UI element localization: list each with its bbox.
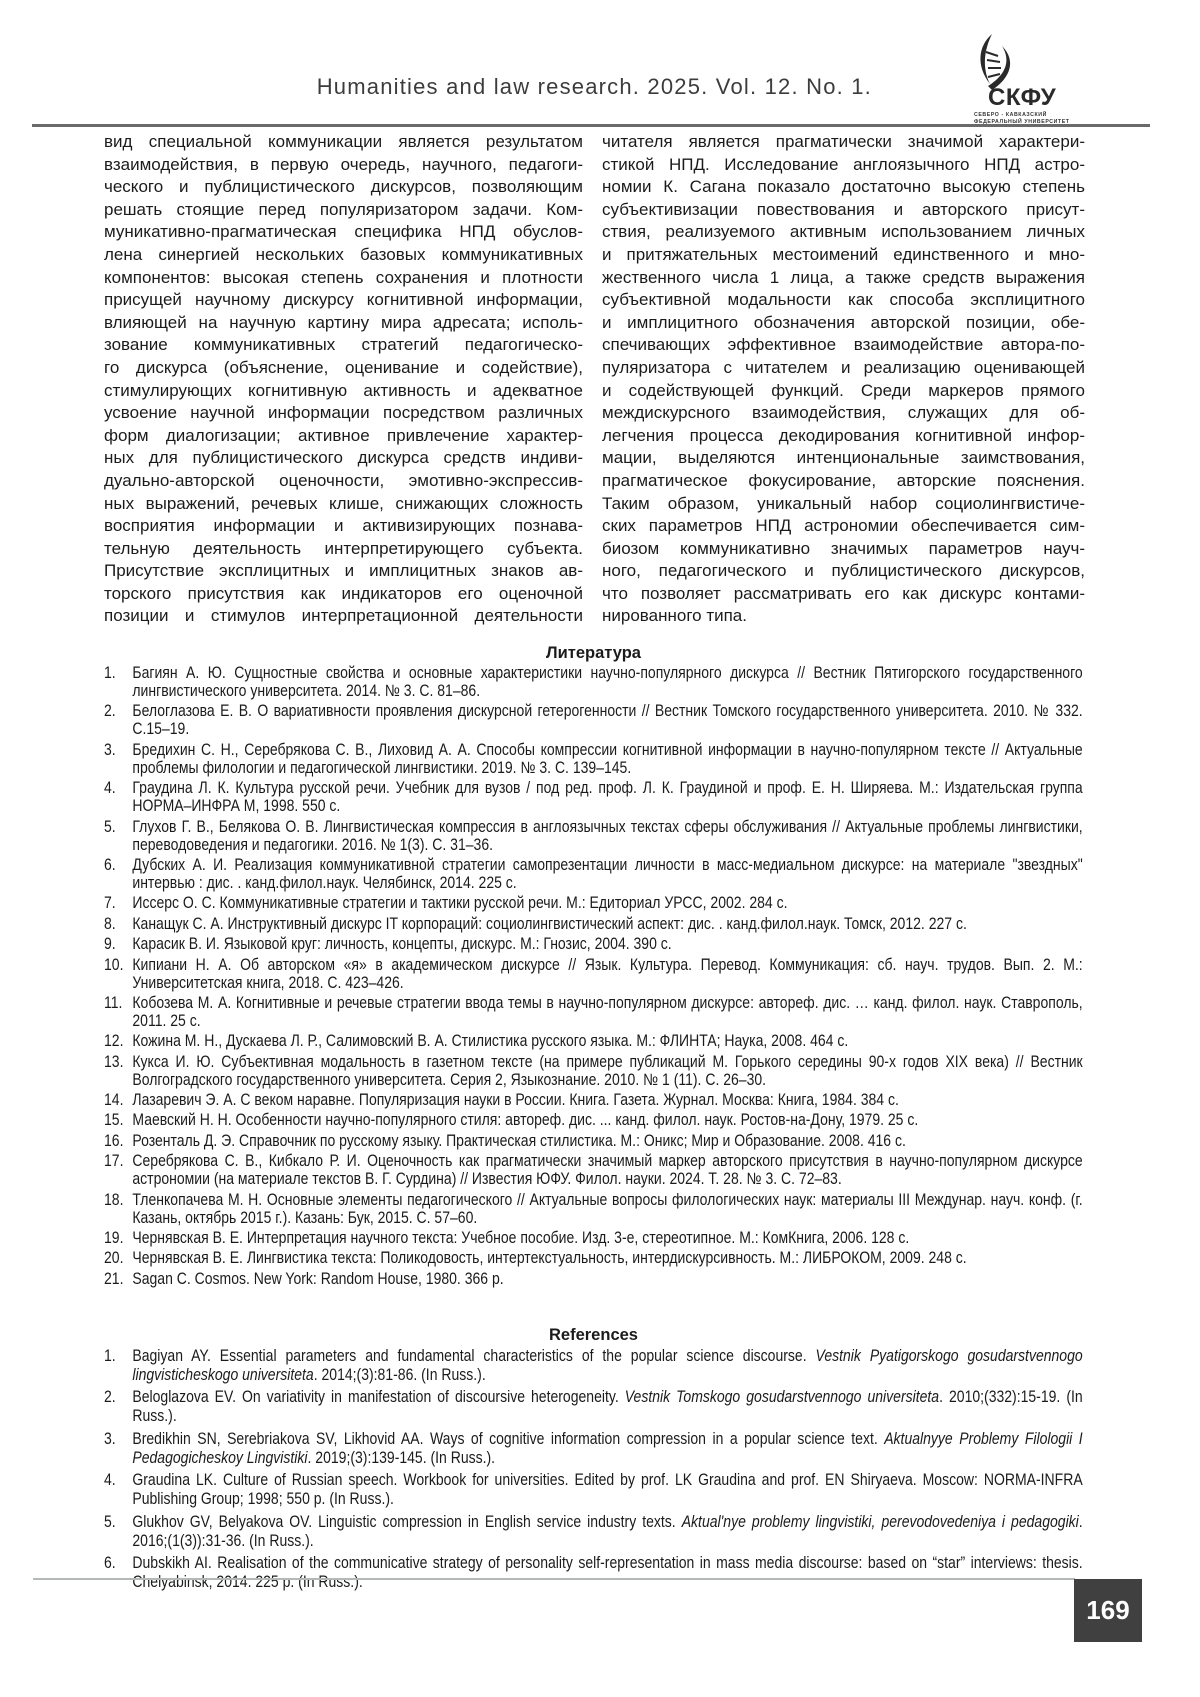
reference-text: . 2014;(3):81-86. (In Russ.). (314, 1366, 486, 1384)
item-number: 4. (104, 1471, 132, 1509)
item-number: 3. (104, 1430, 132, 1468)
body-text-line: присущей научному дискурсу когнитивной информации, (104, 289, 583, 312)
logo-line-1: СЕВЕРО - КАВКАЗСКИЙ (974, 112, 1047, 118)
body-text-line: тельную деятельность интерпретирующего субъекта. (104, 538, 583, 561)
references-list (104, 1347, 1083, 1595)
body-text-line: жественного числа 1 лица, а также средств выражения (602, 267, 1085, 290)
item-number: 6. (104, 856, 132, 892)
literature-item (104, 741, 1083, 777)
literature-item (104, 1249, 1083, 1267)
item-text (132, 1388, 1082, 1426)
item-text: Чернявская В. Е. Интерпретация научного текста: Учебное пособие. Изд. 3-е, стереотипное. М.: КомКнига, 2006. 128 с. (132, 1229, 1082, 1247)
body-text-line: междискурсного взаимодействия, служащих для об- (602, 402, 1085, 425)
item-text (132, 1430, 1082, 1468)
page-number: 169 (1074, 1579, 1142, 1642)
body-text-line: восприятия информации и активизирующих познава- (104, 515, 583, 538)
body-text-line: Таким образом, уникальный набор социолингвистиче- (602, 493, 1085, 516)
literature-list (104, 664, 1083, 1290)
item-text: Глухов Г. В., Белякова О. В. Лингвистическая компрессия в англоязычных текстах сферы обслуживания // Актуальные проблемы лингвистики, переводоведения и педагогики. 2016. № 1(3). С. 31–36. (132, 818, 1082, 854)
item-number: 16. (104, 1132, 132, 1150)
item-number: 1. (104, 664, 132, 700)
body-text-line: торского присутствия как индикаторов его оценочной (104, 583, 583, 606)
body-column-right (602, 131, 1085, 628)
body-text-line: ных выражений, речевых клише, снижающих сложность (104, 493, 583, 516)
reference-text: Beloglazova EV. On variativity in manifestation of discoursive heterogeneity. (132, 1388, 624, 1406)
item-number: 7. (104, 894, 132, 912)
item-number: 3. (104, 741, 132, 777)
item-text: Карасик В. И. Языковой круг: личность, концепты, дискурс. М.: Гнозис, 2004. 390 с. (132, 935, 1082, 953)
literature-heading: Литература (104, 644, 1083, 663)
literature-item (104, 1032, 1083, 1050)
body-text-line: стикой НПД. Исследование англоязычного НПД астро- (602, 154, 1085, 177)
item-number: 11. (104, 994, 132, 1030)
body-text-line: го дискурса (объяснение, оценивание и содействие), (104, 357, 583, 380)
item-number: 6. (104, 1554, 132, 1592)
body-text-line: ческого и публицистического дискурсов, позволяющим (104, 176, 583, 199)
item-text: Багиян А. Ю. Сущностные свойства и основные характеристики научно-популярного дискурса // Вестник Пятигорского государственного лингвистического университета. 2014. № 3. С. 81–86. (132, 664, 1082, 700)
journal-name: Aktualnyye Problemy Filologii I Pedagogicheskoy Lingvistiki (132, 1430, 1082, 1467)
item-number: 9. (104, 935, 132, 953)
item-number: 19. (104, 1229, 132, 1247)
item-text: Тленкопачева М. Н. Основные элементы педагогического // Актуальные вопросы филологических наук: материалы III Междунар. науч. конф. (г. Казань, октябрь 2015 г.). Казань: Бук, 2015. С. 57–60. (132, 1191, 1082, 1227)
literature-item (104, 1152, 1083, 1188)
literature-item (104, 779, 1083, 815)
logo-abbr: СКФУ (988, 84, 1056, 112)
reference-item (104, 1347, 1083, 1385)
body-text-line: лена синергией нескольких базовых коммуникативных (104, 244, 583, 267)
body-text-line: биозом коммуникативно значимых параметров науч- (602, 538, 1085, 561)
item-number: 17. (104, 1152, 132, 1188)
body-text-line: вид специальной коммуникации является результатом (104, 131, 583, 154)
literature-item (104, 1229, 1083, 1247)
body-text-line: прагматическое фокусирование, авторские пояснения. (602, 470, 1085, 493)
reference-item (104, 1554, 1083, 1592)
item-number: 1. (104, 1347, 132, 1385)
item-text: Кожина М. Н., Дускаева Л. Р., Салимовский В. А. Стилистика русского языка. М.: ФЛИНТА; Наука, 2008. 464 с. (132, 1032, 1082, 1050)
literature-item (104, 935, 1083, 953)
journal-name: Vestnik Tomskogo gosudarstvennogo universiteta (625, 1388, 939, 1406)
body-text-line: усвоение научной информации посредством различных (104, 402, 583, 425)
body-column-left (104, 131, 583, 628)
footer-divider (33, 1578, 1075, 1580)
reference-text: Bredikhin SN, Serebriakova SV, Likhovid AA. Ways of cognitive information compression in a popular science text. (132, 1430, 884, 1448)
literature-item (104, 702, 1083, 738)
item-text: Кукса И. Ю. Субъективная модальность в газетном тексте (на примере публикаций М. Горького середины 90-х годов XIX века) // Вестник Волгоградского государственного университета. Серия 2, Языкознание. 2010. № 1 (11). С. 26–30. (132, 1053, 1082, 1089)
item-text: Иссерс О. С. Коммуникативные стратегии и тактики русской речи. М.: Едиториал УРСС, 2002. 284 с. (132, 894, 1082, 912)
item-text (132, 1554, 1082, 1592)
reference-text: Graudina LK. Culture of Russian speech. Workbook for universities. Edited by prof. LK Graudina and prof. EN Shiryaeva. Moscow: NORMA-INFRA Publishing Group; 1998; 550 p. (In Russ.). (132, 1471, 1082, 1508)
body-text-line: влияющей на научную картину мира адресата; исполь- (104, 312, 583, 335)
reference-item (104, 1430, 1083, 1468)
body-text-line: и притяжательных местоимений единственного и мно- (602, 244, 1085, 267)
body-text-line: пуляризатора с читателем и реализацию оценивающей (602, 357, 1085, 380)
item-number: 10. (104, 956, 132, 992)
item-number: 2. (104, 702, 132, 738)
item-text: Чернявская В. Е. Лингвистика текста: Поликодовость, интертекстуальность, интердискурсивность. М.: ЛИБРОКОМ, 2009. 248 с. (132, 1249, 1082, 1267)
reference-text: Dubskikh AI. Realisation of the communicative strategy of personality self-representation in mass media discourse: based on “star” interviews: thesis. Chelyabinsk; 2014. 225 p. (In Russ.). (132, 1554, 1082, 1591)
literature-item (104, 1053, 1083, 1089)
body-text-line: и содействующей функций. Среди маркеров прямого (602, 380, 1085, 403)
body-text-line: легчения процесса декодирования когнитивной инфор- (602, 425, 1085, 448)
literature-item (104, 1191, 1083, 1227)
body-text-line: нированного типа. (602, 605, 1085, 628)
item-number: 21. (104, 1270, 132, 1288)
item-number: 12. (104, 1032, 132, 1050)
literature-item (104, 1270, 1083, 1288)
header-divider (32, 124, 1150, 127)
item-text (132, 1513, 1082, 1551)
item-text: Sagan C. Cosmos. New York: Random House, 1980. 366 p. (132, 1270, 1082, 1288)
item-number: 2. (104, 1388, 132, 1426)
literature-item (104, 956, 1083, 992)
item-number: 20. (104, 1249, 132, 1267)
item-text (132, 1471, 1082, 1509)
references-heading: References (104, 1326, 1083, 1345)
item-text: Кипиани Н. А. Об авторском «я» в академическом дискурсе // Язык. Культура. Перевод. Коммуникация: сб. науч. трудов. Вып. 2. М.: Университетская книга, 2018. С. 423–426. (132, 956, 1082, 992)
literature-item (104, 915, 1083, 933)
reference-item (104, 1388, 1083, 1426)
reference-text: . 2010;(332):15-19. (In Russ.). (132, 1388, 1082, 1425)
item-text: Белоглазова Е. В. О вариативности проявления дискурсной гетерогенности // Вестник Томского государственного университета. 2010. № 332. С.15–19. (132, 702, 1082, 738)
body-text-line: субъективизации повествования и авторского присут- (602, 199, 1085, 222)
item-number: 14. (104, 1091, 132, 1109)
body-text-line: мации, выделяются интенциональные заимствования, (602, 447, 1085, 470)
item-number: 5. (104, 818, 132, 854)
item-number: 18. (104, 1191, 132, 1227)
reference-text: Bagiyan AY. Essential parameters and fundamental characteristics of the popular science discourse. (132, 1347, 815, 1365)
literature-item (104, 818, 1083, 854)
reference-item (104, 1471, 1083, 1509)
literature-item (104, 994, 1083, 1030)
literature-item (104, 1091, 1083, 1109)
journal-title: Humanities and law research. 2025. Vol. 12. No. 1. (300, 74, 872, 100)
body-text-line: муникативно-прагматическая специфика НПД обуслов- (104, 221, 583, 244)
body-text-line: стимулирующих когнитивную активность и адекватное (104, 380, 583, 403)
journal-name: Vestnik Pyatigorskogo gosudarstvennogo lingvisticheskogo universiteta (132, 1347, 1082, 1384)
literature-item (104, 1111, 1083, 1129)
body-text-line: субъективной модальности как способа эксплицитного (602, 289, 1085, 312)
body-text-line: Присутствие эксплицитных и имплицитных знаков ав- (104, 560, 583, 583)
journal-name: Aktual'nye problemy lingvistiki, perevodovedeniya i pedagogiki (682, 1513, 1079, 1531)
body-text-line: зование коммуникативных стратегий педагогическо- (104, 334, 583, 357)
item-number: 15. (104, 1111, 132, 1129)
body-text-line: ного, педагогического и публицистического дискурсов, (602, 560, 1085, 583)
literature-item (104, 1132, 1083, 1150)
body-text-line: компонентов: высокая степень сохранения и плотности (104, 267, 583, 290)
reference-item (104, 1513, 1083, 1551)
body-text-line: дуально-авторской оценочности, эмотивно-экспрессив- (104, 470, 583, 493)
reference-text: . 2019;(3):139-145. (In Russ.). (308, 1449, 496, 1467)
item-number: 13. (104, 1053, 132, 1089)
item-text: Маевский Н. Н. Особенности научно-популярного стиля: автореф. дис. ... канд. филол. наук. Ростов-на-Дону, 1979. 25 с. (132, 1111, 1082, 1129)
item-text: Канащук С. А. Инструктивный дискурс IT корпораций: социолингвистический аспект: дис. . канд.филол.наук. Томск, 2012. 227 с. (132, 915, 1082, 933)
body-text-line: номии К. Сагана показало достаточно высокую степень (602, 176, 1085, 199)
body-text-line: ных для публицистического дискурса средств индиви- (104, 447, 583, 470)
literature-item (104, 894, 1083, 912)
item-text: Лазаревич Э. А. С веком наравне. Популяризация науки в России. Книга. Газета. Журнал. Москва: Книга, 1984. 384 с. (132, 1091, 1082, 1109)
reference-text: . 2016;(1(3)):31-36. (In Russ.). (132, 1513, 1082, 1550)
item-text: Дубских А. И. Реализация коммуникативной стратегии самопрезентации личности в масс-медиальном дискурсе: на материале "звездных" интервью : дис. . канд.филол.наук. Челябинск, 2014. 225 с. (132, 856, 1082, 892)
item-text (132, 1347, 1082, 1385)
item-text: Розенталь Д. Э. Справочник по русскому языку. Практическая стилистика. М.: Оникс; Мир и Образование. 2008. 416 с. (132, 1132, 1082, 1150)
item-number: 5. (104, 1513, 132, 1551)
item-text: Серебрякова С. В., Кибкало Р. И. Оценочность как прагматически значимый маркер авторского присутствия в научно-популярном дискурсе астрономии (на материале текстов В. Г. Сурдина) // Известия ЮФУ. Филол. науки. 2024. Т. 28. № 3. С. 72–83. (132, 1152, 1082, 1188)
item-text: Граудина Л. К. Культура русской речи. Учебник для вузов / под ред. проф. Л. К. Граудиной и проф. Е. Н. Ширяева. М.: Издательская группа НОРМА–ИНФРА М, 1998. 550 с. (132, 779, 1082, 815)
item-text: Бредихин С. Н., Серебрякова С. В., Лиховид А. А. Способы компрессии когнитивной информации в научно-популярном тексте // Актуальные проблемы филологии и педагогической лингвистики. 2019. № 3. С. 139–145. (132, 741, 1082, 777)
body-text-line: ских параметров НПД астрономии обеспечивается сим- (602, 515, 1085, 538)
body-text-line: позиции и стимулов интерпретационной деятельности (104, 605, 583, 628)
item-number: 4. (104, 779, 132, 815)
body-text-line: что позволяет рассматривать его как дискурс контами- (602, 583, 1085, 606)
body-text-line: читателя является прагматически значимой характери- (602, 131, 1085, 154)
reference-text: Glukhov GV, Belyakova OV. Linguistic compression in English service industry texts. (132, 1513, 681, 1531)
item-number: 8. (104, 915, 132, 933)
item-text: Кобозева М. А. Когнитивные и речевые стратегии ввода темы в научно-популярном дискурсе: автореф. дис. … канд. филол. наук. Ставрополь, 2011. 25 с. (132, 994, 1082, 1030)
body-text-line: решать стоящие перед популяризатором задачи. Ком- (104, 199, 583, 222)
body-text-line: взаимодействия, в первую очередь, научного, педагоги- (104, 154, 583, 177)
literature-item (104, 856, 1083, 892)
logo-line-2: ФЕДЕРАЛЬНЫЙ УНИВЕРСИТЕТ (974, 119, 1070, 125)
body-text-line: форм диалогизации; активное привлечение характер- (104, 425, 583, 448)
body-text-line: ствия, реализуемого активным использованием личных (602, 221, 1085, 244)
university-logo (968, 32, 1078, 124)
literature-item (104, 664, 1083, 700)
body-text-line: спечивающих эффективное взаимодействие автора-по- (602, 334, 1085, 357)
body-text-line: и имплицитного обозначения авторской позиции, обе- (602, 312, 1085, 335)
